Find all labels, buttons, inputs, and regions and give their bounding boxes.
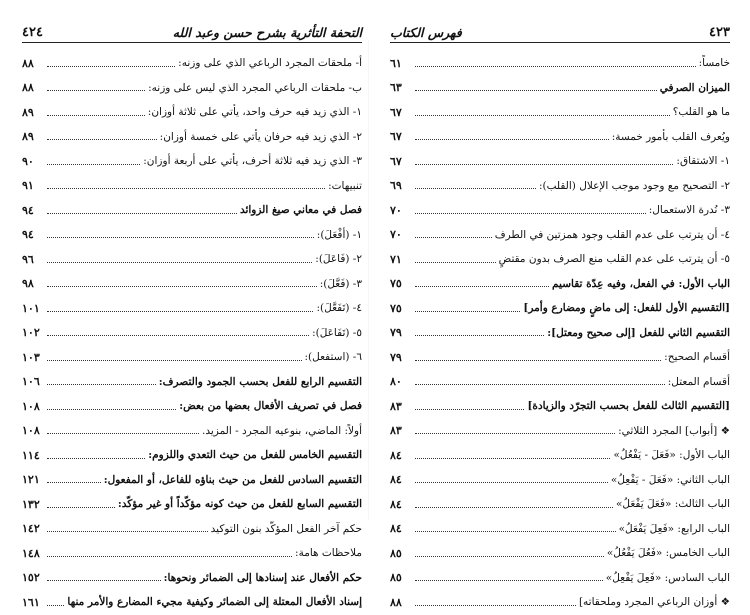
dot-leader: [415, 482, 608, 483]
toc-entry-title: الباب السادس: «فَعِلَ يَفْعِلُ»: [605, 571, 730, 584]
toc-entry-title: الباب الأول: «فَعَلَ - يَفْعُلُ»: [613, 449, 730, 461]
toc-entry: [390, 125, 730, 150]
dot-leader: [47, 580, 161, 581]
toc-entry: [22, 566, 362, 591]
toc-entry: [390, 370, 730, 395]
dot-leader: [47, 213, 237, 214]
dot-leader: [47, 482, 101, 483]
dot-leader: [415, 90, 657, 91]
toc-entry-page-number: ٨٤: [390, 497, 402, 511]
toc-entry-title: تنبيهات:: [328, 179, 362, 192]
toc-entry: [22, 468, 362, 493]
toc-entry-title: ٣- نُدرة الاستعمال:: [648, 204, 730, 216]
toc-entry-page-number: ٨٥: [390, 546, 402, 560]
dot-leader: [415, 262, 496, 263]
toc-entry: [22, 345, 362, 370]
toc-entry-title: خامساً:: [698, 57, 730, 69]
toc-entry-title: ٢- (فَاعَلَ):: [315, 253, 362, 265]
toc-entry-title: ب- ملحقات الرباعي المجرد الذي ليس على وزنه:: [148, 81, 362, 94]
toc-entry-page-number: ٦١: [390, 56, 402, 70]
right-page-header: [390, 14, 730, 43]
toc-entry: [390, 51, 730, 76]
toc-entry-page-number: ٨٤: [390, 448, 402, 462]
toc-entry-title: التقسيم الثاني للفعل [إلى صحيح ومعتل]:: [547, 326, 730, 339]
dot-leader: [415, 237, 492, 238]
toc-entry-page-number: ١٠٦: [22, 375, 40, 389]
toc-entry: [22, 247, 362, 272]
toc-entry-title: التقسيم السادس للفعل من حيث بناؤه للفاعل، أو المفعول:: [103, 473, 362, 486]
toc-entry: [22, 443, 362, 468]
toc-entry-page-number: ٩٤: [22, 203, 34, 217]
toc-entry-title: [التقسيم الثالث للفعل بحسب التجرّد والزيادة]: [527, 400, 730, 412]
toc-entry-page-number: ١٤٨: [22, 546, 40, 560]
toc-entry: [390, 541, 730, 566]
dot-leader: [47, 286, 317, 287]
toc-entry: [390, 566, 730, 591]
toc-entry-page-number: ٧٠: [390, 228, 402, 242]
dot-leader: [415, 115, 670, 116]
dot-leader: [415, 580, 603, 581]
toc-entry-title: الميزان الصرفي: [659, 81, 730, 94]
toc-entry: [390, 345, 730, 370]
toc-entry-title: الباب الثاني: «فَعَلَ - يَفْعِلُ»: [610, 473, 730, 486]
toc-entry-page-number: ٩٨: [22, 277, 34, 291]
toc-entry-title: ١- الذي زيد فيه حرف واحد، يأتي على ثلاثة أوزان:: [147, 106, 362, 118]
toc-entry-page-number: ٦٩: [390, 179, 402, 193]
dot-leader: [47, 90, 145, 91]
dot-leader: [415, 188, 536, 189]
left-running-title: التحفة التأثرية بشرح حسن وعبد الله: [172, 25, 362, 40]
dot-leader: [415, 335, 544, 336]
dot-leader: [47, 433, 199, 434]
dot-leader: [47, 507, 115, 508]
dot-leader: [415, 531, 616, 532]
toc-entry: [390, 247, 730, 272]
toc-entry-page-number: ٨٨: [22, 56, 34, 70]
toc-entry-title: فصل في تصريف الأفعال بعضها من بعض:: [179, 400, 362, 412]
toc-entry-title: ٢- الذي زيد فيه حرفان يأتي على خمسة أوزان:: [159, 130, 362, 143]
toc-entry-title: ٤- أن يترتب على عدم القلب وجود همزتين في الطرف: [494, 228, 730, 241]
toc-entry-page-number: ٦٧: [390, 154, 402, 168]
toc-entry-title: أقسام الصحيح:: [664, 351, 730, 363]
book-gutter: [368, 40, 369, 520]
toc-entry-title: ٣- (فَعَّلَ):: [319, 277, 362, 290]
toc-entry-page-number: ٧٠: [390, 203, 402, 217]
right-toc-list: [390, 51, 730, 615]
dot-leader: [415, 409, 524, 410]
toc-entry: [390, 100, 730, 125]
toc-entry-page-number: ١١٤: [22, 448, 40, 462]
dot-leader: [47, 311, 313, 312]
toc-entry-title: [التقسيم الأول للفعل: إلى ماضٍ ومضارع وأمر]: [523, 302, 730, 314]
left-toc-list: [22, 51, 362, 615]
toc-entry: [22, 296, 362, 321]
toc-entry-page-number: ٩٤: [22, 228, 34, 242]
toc-entry-page-number: ٩١: [22, 179, 34, 193]
dot-leader: [47, 409, 176, 410]
toc-entry-page-number: ٨٠: [390, 375, 402, 389]
toc-entry: [22, 394, 362, 419]
toc-entry-page-number: ٨٩: [22, 130, 34, 144]
toc-entry: [390, 272, 730, 297]
toc-entry-page-number: ٨٩: [22, 105, 34, 119]
toc-entry-title: حكم آخر الفعل المؤكّد بنون التوكيد: [210, 522, 362, 535]
toc-entry: [390, 76, 730, 101]
toc-entry-title: التقسيم السابع للفعل من حيث كونه مؤكّداً أو غير مؤكّد:: [117, 498, 362, 510]
toc-entry-title: الباب الأول: في الفعل، وفيه عِدّة تقاسيم: [552, 277, 730, 290]
dot-leader: [415, 66, 696, 67]
toc-entry: [22, 419, 362, 444]
right-page: [390, 14, 730, 609]
toc-entry-page-number: ١٤٢: [22, 522, 40, 536]
toc-entry-title: ٤- (تَفَعَّلَ):: [316, 302, 362, 314]
toc-entry-page-number: ٨٤: [390, 473, 402, 487]
dot-leader: [415, 139, 609, 140]
toc-entry: [22, 517, 362, 542]
dot-leader: [47, 188, 325, 189]
dot-leader: [415, 164, 673, 165]
dot-leader: [415, 384, 665, 385]
toc-entry: [22, 223, 362, 248]
dot-leader: [47, 531, 208, 532]
toc-entry-page-number: ٧٩: [390, 326, 402, 340]
toc-entry: [22, 149, 362, 174]
toc-entry-page-number: ٨٥: [390, 571, 402, 585]
toc-entry: [22, 272, 362, 297]
toc-entry-page-number: ٨٤: [390, 522, 402, 536]
toc-entry-title: الباب الثالث: «فَعَلَ يَفْعَلُ»: [615, 498, 730, 510]
toc-entry: [22, 51, 362, 76]
toc-entry: [390, 174, 730, 199]
dot-leader: [415, 556, 604, 557]
dot-leader: [47, 115, 145, 116]
dot-leader: [415, 286, 549, 287]
toc-entry-page-number: ١٥٢: [22, 571, 40, 585]
toc-entry: [390, 296, 730, 321]
toc-entry-page-number: ٧٥: [390, 301, 402, 315]
toc-entry: [22, 198, 362, 223]
toc-entry-page-number: ٨٨: [390, 595, 402, 609]
right-running-title: فهرس الكتاب: [390, 25, 462, 40]
toc-entry-page-number: ١٠٣: [22, 350, 40, 364]
toc-entry-page-number: ٩٠: [22, 154, 34, 168]
toc-entry-page-number: ٦٣: [390, 81, 402, 95]
toc-entry-title: ٦- (استفعل):: [304, 351, 362, 363]
toc-entry-title: التقسيم الخامس للفعل من حيث التعدي واللزوم:: [148, 449, 362, 461]
toc-entry: [22, 541, 362, 566]
toc-entry-page-number: ١٠٨: [22, 424, 40, 438]
toc-entry-title: حكم الأفعال عند إسنادها إلى الضمائر ونحوها:: [163, 571, 362, 584]
toc-entry-title: ❖ [أبواب] المجرد الثلاثي:: [618, 424, 730, 437]
toc-entry: [390, 590, 730, 615]
toc-entry-page-number: ١٠١: [22, 301, 40, 315]
left-page-header: [22, 14, 362, 43]
toc-entry-title: ٢- التصحيح مع وجود موجب الإعلال (القلب):: [538, 179, 730, 192]
toc-entry-title: ويُعرف القلب بأمور خمسة:: [611, 130, 730, 143]
toc-entry-page-number: ١٠٢: [22, 326, 40, 340]
toc-entry-page-number: ٦٧: [390, 130, 402, 144]
dot-leader: [47, 605, 64, 606]
toc-entry: [390, 198, 730, 223]
toc-entry-page-number: ١٦١: [22, 595, 40, 609]
dot-leader: [47, 360, 302, 361]
toc-entry-page-number: ٨٨: [22, 81, 34, 95]
toc-entry-page-number: ١٠٨: [22, 399, 40, 413]
dot-leader: [47, 458, 145, 459]
toc-entry-page-number: ١٢١: [22, 473, 40, 487]
toc-entry-title: ٥- أن يترتب على عدم القلب منع الصرف بدون مقتضٍ: [498, 253, 730, 265]
toc-entry-title: ٥- (تَفَاعَلَ):: [312, 326, 362, 339]
toc-entry-title: إسناد الأفعال المعتلة إلى الضمائر وكيفية مجيء المضارع والأمر منها: [67, 596, 362, 608]
dot-leader: [47, 556, 292, 557]
toc-entry-title: ما هو القلب؟: [672, 106, 730, 118]
toc-entry-title: أ- ملحقات المجرد الرباعي الذي على وزنه:: [178, 57, 362, 69]
toc-entry-title: أولاً: الماضي، بنوعيه المجرد - المزيد.: [202, 424, 362, 437]
dot-leader: [47, 335, 309, 336]
toc-entry-page-number: ٨٣: [390, 399, 402, 413]
toc-entry-title: أقسام المعتل:: [667, 375, 730, 388]
toc-entry: [22, 100, 362, 125]
toc-entry: [22, 174, 362, 199]
toc-entry: [22, 125, 362, 150]
toc-entry: [390, 517, 730, 542]
toc-entry-title: التقسيم الرابع للفعل بحسب الجمود والتصرف:: [158, 375, 362, 388]
dot-leader: [47, 384, 156, 385]
toc-entry-page-number: ٩٦: [22, 252, 34, 266]
toc-entry: [390, 321, 730, 346]
toc-entry-title: الباب الخامس: «فَعُلَ يَفْعُلُ»: [606, 547, 730, 559]
dot-leader: [47, 262, 312, 263]
dot-leader: [415, 311, 520, 312]
dot-leader: [415, 458, 610, 459]
toc-entry-page-number: ١٣٢: [22, 497, 40, 511]
dot-leader: [47, 139, 157, 140]
toc-entry-title: ١- الاشتقاق:: [676, 155, 730, 167]
toc-entry: [22, 76, 362, 101]
dot-leader: [415, 507, 613, 508]
toc-entry: [390, 223, 730, 248]
left-page-number: ٤٢٤: [22, 25, 43, 40]
dot-leader: [47, 66, 175, 67]
dot-leader: [415, 605, 576, 606]
toc-entry-title: ملاحظات هامة:: [295, 547, 362, 559]
toc-entry-title: ١- (أفْعَلَ):: [316, 228, 362, 241]
toc-entry-page-number: ٨٣: [390, 424, 402, 438]
toc-entry-page-number: ٧٩: [390, 350, 402, 364]
toc-entry: [390, 443, 730, 468]
toc-entry-title: ❖ أوزان الرباعي المجرد وملحقاته]: [578, 596, 730, 608]
toc-entry: [22, 492, 362, 517]
toc-entry: [390, 394, 730, 419]
toc-entry: [22, 590, 362, 615]
toc-entry: [22, 321, 362, 346]
toc-entry: [390, 419, 730, 444]
left-page: [22, 14, 362, 609]
toc-entry: [390, 468, 730, 493]
dot-leader: [47, 164, 140, 165]
toc-entry-title: فصل في معاني صيغ الزوائد: [239, 204, 362, 216]
dot-leader: [415, 433, 615, 434]
toc-entry-title: الباب الرابع: «فَعِلَ يَفْعَلُ»: [618, 522, 730, 535]
toc-entry: [390, 492, 730, 517]
toc-entry-page-number: ٧٥: [390, 277, 402, 291]
toc-entry-title: ٣- الذي زيد فيه ثلاثة أحرف، يأتي على أربعة أوزان:: [143, 155, 362, 167]
dot-leader: [415, 213, 646, 214]
dot-leader: [415, 360, 661, 361]
toc-entry-page-number: ٧١: [390, 252, 402, 266]
dot-leader: [47, 237, 314, 238]
toc-entry-page-number: ٦٧: [390, 105, 402, 119]
toc-entry: [390, 149, 730, 174]
toc-entry: [22, 370, 362, 395]
right-page-number: ٤٢٣: [709, 25, 730, 40]
